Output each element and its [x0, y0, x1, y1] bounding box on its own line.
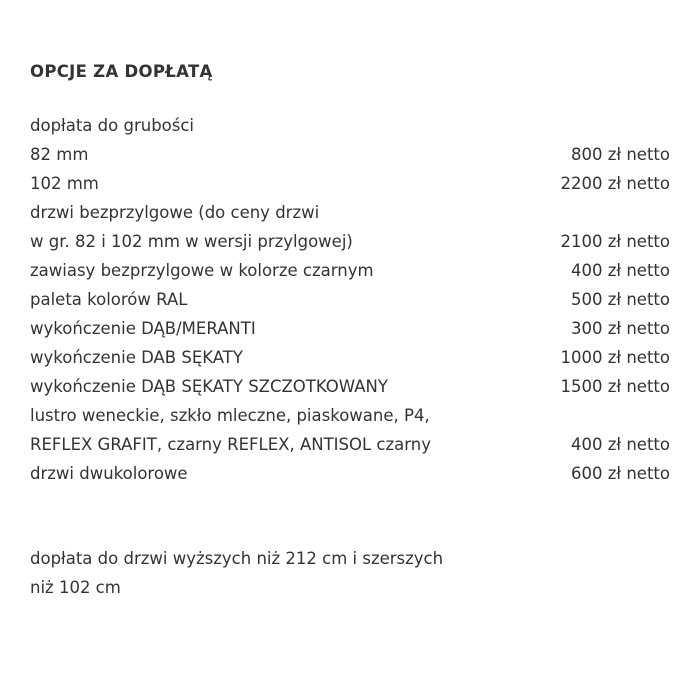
option-price: 300 zł netto [571, 319, 670, 338]
list-item [30, 430, 670, 459]
footnote-line: dopłata do drzwi wyższych niż 212 cm i szerszych [30, 549, 444, 568]
list-item [30, 372, 670, 401]
list-item [30, 256, 670, 285]
option-label: REFLEX GRAFIT, czarny REFLEX, ANTISOL czarny [30, 435, 431, 454]
price-list [30, 111, 670, 488]
option-label: w gr. 82 i 102 mm w wersji przylgowej) [30, 232, 353, 251]
list-item [30, 227, 670, 256]
footnote-line: niż 102 cm [30, 578, 121, 597]
option-price: 400 zł netto [571, 435, 670, 454]
list-item [30, 314, 670, 343]
option-price: 600 zł netto [571, 464, 670, 483]
spacer [30, 488, 670, 544]
list-item [30, 169, 670, 198]
option-label: wykończenie DĄB SĘKATY SZCZOTKOWANY [30, 377, 388, 396]
list-item [30, 111, 670, 140]
option-label: 82 mm [30, 145, 89, 164]
footnote [30, 544, 670, 602]
list-item [30, 140, 670, 169]
option-label: dopłata do grubości [30, 116, 195, 135]
option-label: zawiasy bezprzylgowe w kolorze czarnym [30, 261, 374, 280]
page-title: OPCJE ZA DOPŁATĄ [30, 62, 213, 81]
option-price: 800 zł netto [571, 145, 670, 164]
option-label: drzwi dwukolorowe [30, 464, 188, 483]
option-label: paleta kolorów RAL [30, 290, 188, 309]
option-price: 1000 zł netto [560, 348, 670, 367]
list-item [30, 343, 670, 372]
option-label: wykończenie DĄB/MERANTI [30, 319, 256, 338]
option-label: wykończenie DAB SĘKATY [30, 348, 243, 367]
option-price: 1500 zł netto [560, 377, 670, 396]
option-price: 400 zł netto [571, 261, 670, 280]
option-label: 102 mm [30, 174, 99, 193]
option-price: 2200 zł netto [560, 174, 670, 193]
option-label: lustro weneckie, szkło mleczne, piaskowane, P4, [30, 406, 430, 425]
list-item [30, 198, 670, 227]
option-label: drzwi bezprzylgowe (do ceny drzwi [30, 203, 320, 222]
option-price: 500 zł netto [571, 290, 670, 309]
list-item [30, 401, 670, 430]
option-price: 2100 zł netto [560, 232, 670, 251]
list-item [30, 459, 670, 488]
list-item [30, 285, 670, 314]
